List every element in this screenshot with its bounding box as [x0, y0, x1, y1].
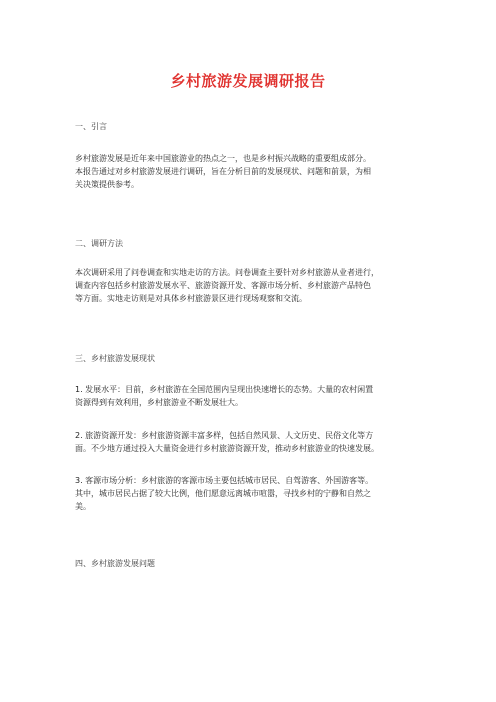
paragraph-method: [75, 266, 425, 305]
paragraph-status-level: [75, 383, 425, 409]
section-heading-introduction: 一、引言: [75, 122, 107, 131]
paragraph-status-market: [75, 474, 425, 513]
paragraph-line: 等方面。实地走访则是对具体乡村旅游景区进行现场观察和交流。: [75, 294, 307, 303]
document-title: 乡村旅游发展调研报告: [170, 72, 326, 90]
paragraph-status-resources: [75, 429, 425, 455]
section-heading-status: 三、乡村旅游发展现状: [75, 354, 155, 363]
section-heading-problems: 四、乡村旅游发展问题: [75, 559, 155, 568]
paragraph-line: 其中，城市居民占据了较大比例，他们愿意远离城市喧嚣，寻找乡村的宁静和自然之: [75, 489, 371, 498]
paragraph-line: 1. 发展水平：目前，乡村旅游在全国范围内呈现出快速增长的态势。大量的农村闲置: [75, 385, 374, 394]
paragraph-line: 2. 旅游资源开发：乡村旅游资源丰富多样，包括自然风景、人文历史、民俗文化等方: [75, 431, 374, 440]
paragraph-line: 关决策提供参考。: [75, 180, 139, 189]
paragraph-line: 美。: [75, 502, 91, 511]
paragraph-line: 面。不少地方通过投入大量资金进行乡村旅游资源开发，推动乡村旅游业的快速发展。: [75, 444, 379, 453]
paragraph-line: 3. 客源市场分析：乡村旅游的客源市场主要包括城市居民、自驾游客、外国游客等。: [75, 476, 374, 485]
section-heading-method: 二、调研方法: [75, 239, 123, 248]
paragraph-line: 本次调研采用了问卷调查和实地走访的方法。问卷调查主要针对乡村旅游从业者进行，: [75, 268, 379, 277]
paragraph-line: 调查内容包括乡村旅游发展水平、旅游资源开发、客源市场分析、乡村旅游产品特色: [75, 281, 371, 290]
paragraph-line: 本报告通过对乡村旅游发展进行调研，旨在分析目前的发展现状、问题和前景，为相: [75, 167, 371, 176]
paragraph-introduction: [75, 152, 425, 191]
paragraph-line: 乡村旅游发展是近年来中国旅游业的热点之一，也是乡村振兴战略的重要组成部分。: [75, 154, 371, 163]
paragraph-line: 资源得到有效利用，乡村旅游业不断发展壮大。: [75, 398, 243, 407]
